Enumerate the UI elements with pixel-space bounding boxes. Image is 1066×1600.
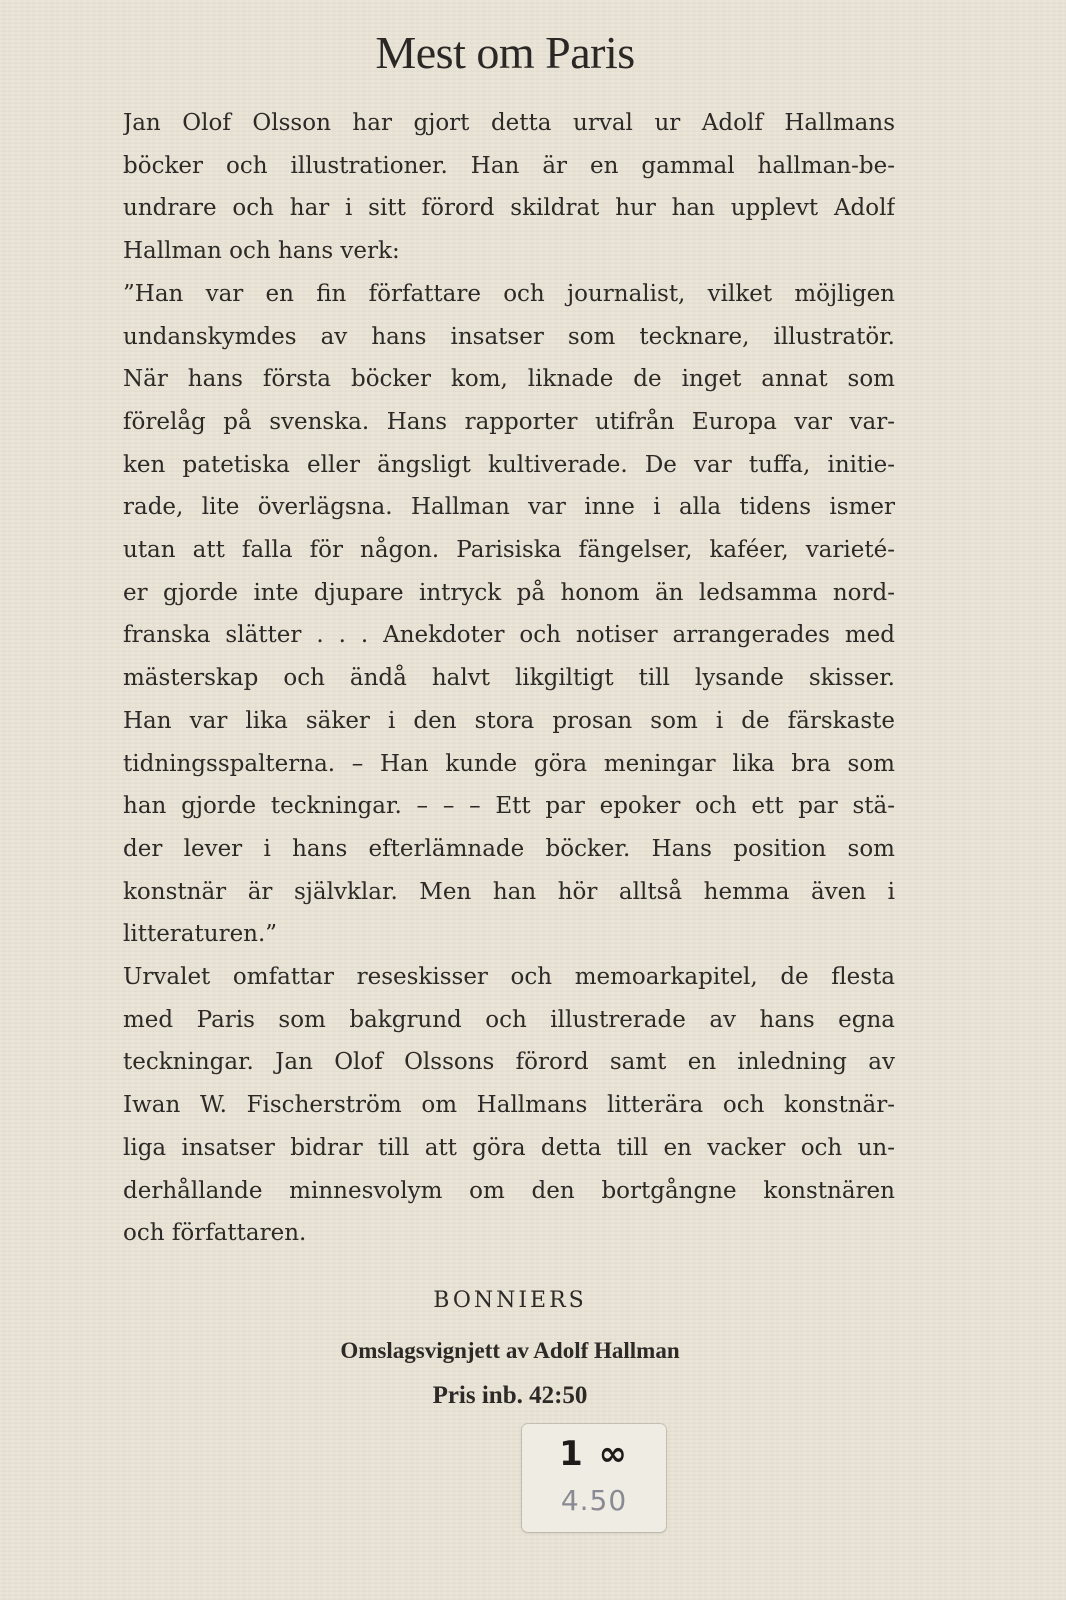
blurb-line: böcker och illustrationer. Han är en gammal hallman-be- [123,152,895,179]
blurb-line: konstnär är självklar. Men han hör alltså hemma även i [123,878,895,905]
blurb-line: utan att falla för någon. Parisiska fängelser, kaféer, varieté- [123,537,895,564]
blurb-line: undanskymdes av hans insatser som tecknare, illustratör. [123,323,895,350]
cover-vignette-credit: Omslagsvignjett av Adolf Hallman [340,1338,680,1363]
price-text: Pris inb. 42:50 [432,1382,588,1409]
blurb-line: undrare och har i sitt förord skildrat hur han upplevt Adolf [123,195,895,222]
book-title: Mest om Paris [375,27,635,78]
blurb-line: er gjorde inte djupare intryck på honom än ledsamma nord- [123,579,895,606]
blurb-line: Han var lika säker i den stora prosan som i de färskaste [123,707,895,734]
blurb-text [123,102,895,1255]
blurb-line: Hallman och hans verk: [123,238,400,265]
sticker-code: 1 ∞ [559,1434,629,1474]
blurb-line: ”Han var en fin författare och journalist, vilket möjligen [123,280,895,307]
blurb-line: förelåg på svenska. Hans rapporter utifrån Europa var var- [123,408,895,435]
blurb-line: franska slätter . . . Anekdoter och notiser arrangerades med [123,622,895,649]
blurb-line: rade, lite överlägsna. Hallman var inne i alla tidens ismer [123,494,895,521]
sticker-handwritten-price: 4.50 [560,1484,628,1517]
blurb-line: liga insatser bidrar till att göra detta till en vacker och un- [123,1134,895,1161]
blurb-line: derhållande minnesvolym om den bortgångne konstnären [123,1177,895,1204]
blurb-line: Iwan W. Fischerström om Hallmans litterära och konstnär- [123,1092,895,1119]
blurb-line: litteraturen.” [123,921,278,948]
price-sticker [522,1424,666,1532]
blurb-line: teckningar. Jan Olof Olssons förord samt en inledning av [123,1049,895,1076]
blurb-line: och författaren. [123,1220,307,1247]
blurb-line: Jan Olof Olsson har gjort detta urval ur Adolf Hallmans [123,110,895,136]
blurb-line: mästerskap och ändå halvt likgiltigt till lysande skisser. [123,665,895,692]
publisher-name: BONNIERS [433,1288,587,1313]
blurb-line: med Paris som bakgrund och illustrerade av hans egna [123,1006,895,1033]
blurb-line: der lever i hans efterlämnade böcker. Hans position som [123,835,895,862]
blurb-line: tidningsspalterna. – Han kunde göra meningar lika bra som [123,750,895,777]
blurb-line: ken patetiska eller ängsligt kultiverade. De var tuffa, initie- [123,451,895,478]
blurb-line: När hans första böcker kom, liknade de inget annat som [123,366,895,393]
blurb-line: Urvalet omfattar reseskisser och memoarkapitel, de flesta [123,964,895,991]
blurb-line: han gjorde teckningar. – – – Ett par epoker och ett par stä- [123,793,895,820]
